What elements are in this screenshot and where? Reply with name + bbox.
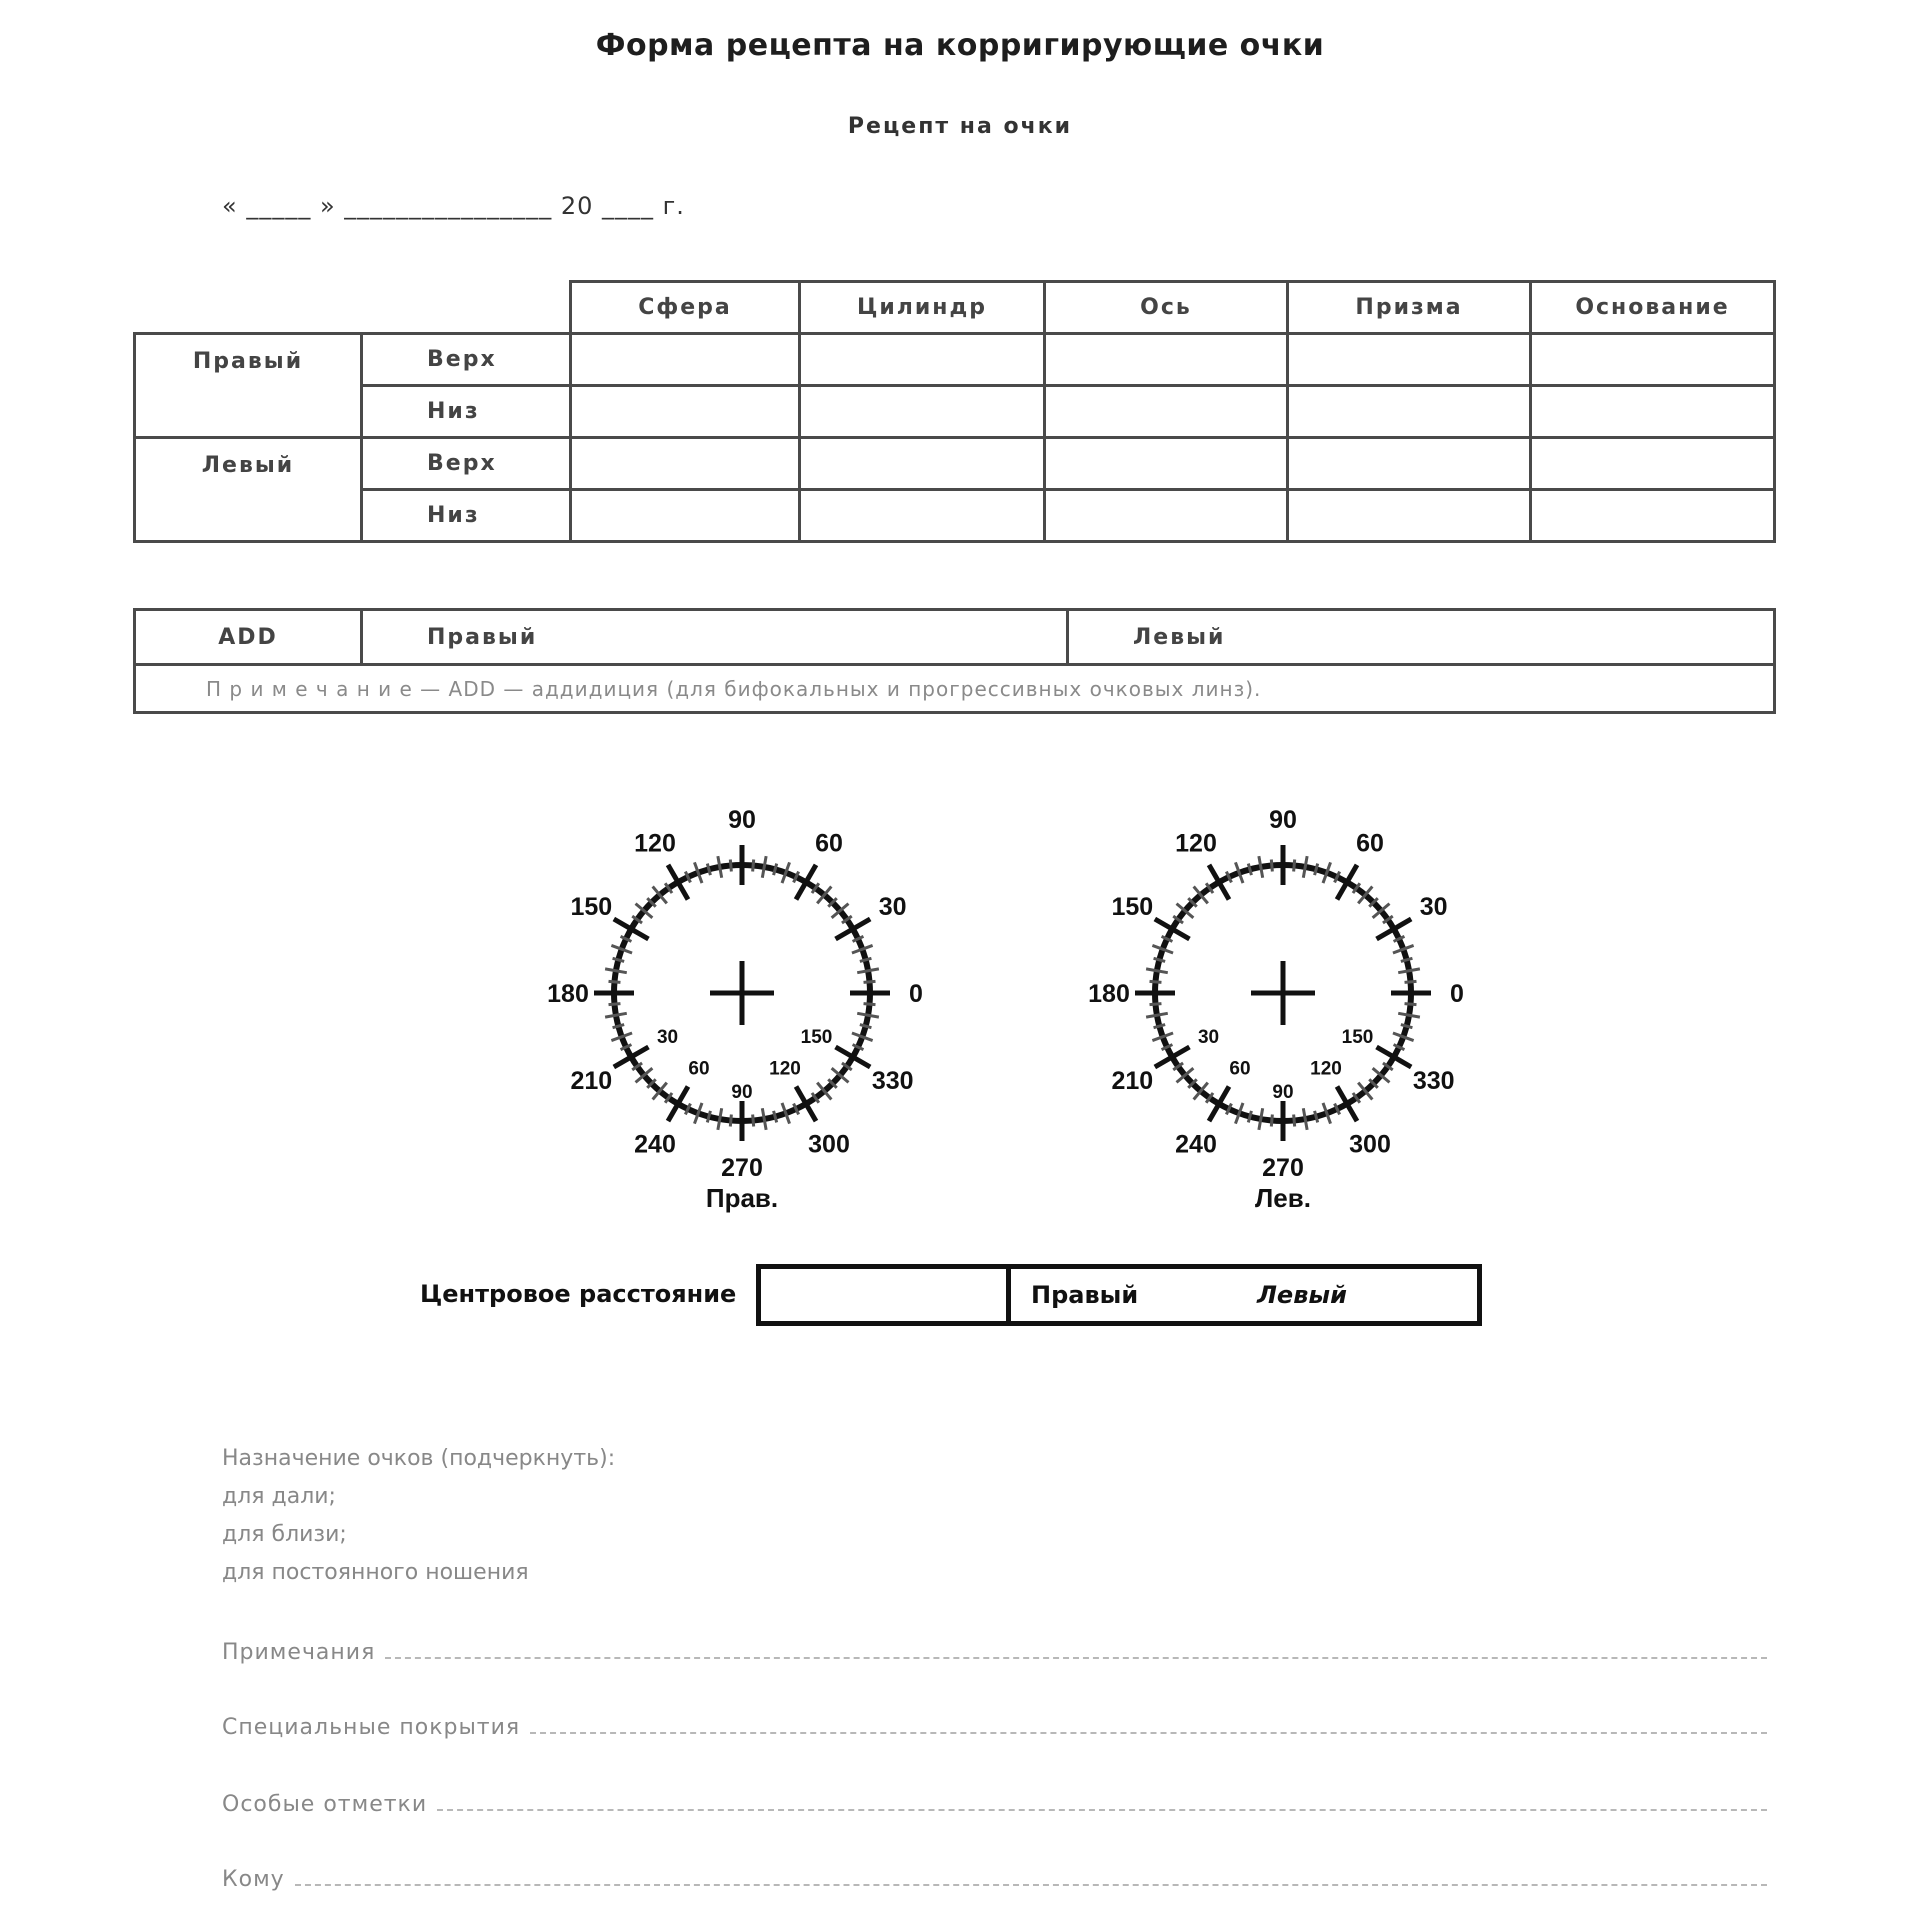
dial-right-label: 240 <box>634 1130 676 1159</box>
dial-left-tick <box>1303 856 1307 878</box>
row-label-bottom: Низ <box>362 386 571 438</box>
dial-left-tick <box>1271 1115 1272 1127</box>
dial-right-label: 180 <box>547 980 589 1008</box>
col-header-base: Основание <box>1531 282 1775 334</box>
row-label-bottom: Низ <box>362 490 571 542</box>
dial-right-inner-label: 90 <box>731 1082 753 1103</box>
dial-left-label: 150 <box>1111 893 1154 921</box>
cell-left-top-axis[interactable] <box>1045 438 1288 490</box>
coatings-label: Специальные покрытия <box>222 1715 521 1740</box>
dial-left-tick <box>1401 1025 1413 1028</box>
dial-left-tick <box>1401 958 1413 961</box>
dial-left-inner-label: 90 <box>1272 1082 1294 1103</box>
cell-left-bottom-base[interactable] <box>1531 490 1775 542</box>
dial-left-tick <box>1209 865 1229 900</box>
dial-right-tick <box>609 981 621 982</box>
dial-right-label: 30 <box>878 893 907 921</box>
dial-left-label: 120 <box>1175 829 1217 858</box>
cell-right-bottom-sphere[interactable] <box>571 386 800 438</box>
dial-right-inner-label: 120 <box>769 1058 801 1080</box>
dial-right-inner-label: 30 <box>656 1027 679 1048</box>
add-right-cell[interactable]: Правый <box>362 610 1068 665</box>
special-marks-label: Особые отметки <box>222 1792 428 1817</box>
dial-right-tick <box>730 860 731 872</box>
dial-right-tick <box>605 969 627 973</box>
dial-right-tick <box>668 865 688 900</box>
dial-right-tick <box>668 1087 688 1122</box>
row-label-top: Верх <box>362 438 571 490</box>
dial-right-tick <box>864 981 876 982</box>
cell-left-top-base[interactable] <box>1531 438 1775 490</box>
dial-left-tick <box>1377 919 1412 939</box>
row-label-right-eye: Правый <box>135 334 362 438</box>
special-marks-field[interactable] <box>222 1777 1767 1817</box>
cell-right-bottom-prism[interactable] <box>1288 386 1531 438</box>
dial-right-tick <box>614 1047 649 1067</box>
cell-left-bottom-prism[interactable] <box>1288 490 1531 542</box>
dial-left-tick <box>1405 1004 1417 1005</box>
dial-left-inner-label: 60 <box>1229 1058 1251 1080</box>
cell-left-bottom-sphere[interactable] <box>571 490 800 542</box>
dial-right-tick <box>718 1108 722 1130</box>
dial-left-caption: Лев. <box>1255 1183 1311 1213</box>
dial-right-tick <box>613 958 625 961</box>
dial-left-label: 300 <box>1349 1130 1391 1159</box>
row-label-left-eye: Левый <box>135 438 362 542</box>
date-line: « _____ » ________________ 20 ____ г. <box>222 192 685 220</box>
dial-right-tick <box>836 919 871 939</box>
purpose-option-far[interactable]: для дали; <box>222 1484 336 1509</box>
dial-left-label: 330 <box>1412 1067 1455 1095</box>
form-subtitle: Рецепт на очки <box>847 114 1073 139</box>
dial-left-tick <box>1405 981 1417 982</box>
dial-right-tick <box>836 1047 871 1067</box>
add-table <box>133 608 1776 714</box>
form-title: Форма рецепта на корригирующие очки <box>595 28 1325 63</box>
dial-right-caption: Прав. <box>705 1183 779 1213</box>
dial-left-label: 30 <box>1419 893 1448 921</box>
dial-right-label: 120 <box>634 829 676 858</box>
purpose-heading: Назначение очков (подчеркнуть): <box>222 1446 616 1471</box>
col-header-cylinder: Цилиндр <box>800 282 1045 334</box>
dial-left-tick <box>1150 981 1162 982</box>
dial-right-inner-label: 150 <box>800 1027 833 1048</box>
col-header-sphere: Сфера <box>571 282 800 334</box>
dial-left-tick <box>1398 1013 1420 1017</box>
special-marks-rule[interactable] <box>437 1809 1767 1811</box>
dial-left-tick <box>1155 1047 1190 1067</box>
dial-left-inner-label: 30 <box>1197 1027 1220 1048</box>
dial-left-tick <box>1209 1087 1229 1122</box>
dial-left-tick <box>1398 969 1420 973</box>
add-left-cell[interactable]: Левый <box>1068 610 1775 665</box>
add-label: ADD <box>135 610 362 665</box>
dial-left-tick <box>1337 1087 1357 1122</box>
dial-right-tick <box>707 864 710 876</box>
dial-left-tick <box>1248 864 1251 876</box>
cell-right-bottom-cylinder[interactable] <box>800 386 1045 438</box>
purpose-option-near[interactable]: для близи; <box>222 1522 347 1547</box>
centering-distance-field[interactable] <box>761 1269 1011 1321</box>
cell-right-top-base[interactable] <box>1531 334 1775 386</box>
cell-left-top-sphere[interactable] <box>571 438 800 490</box>
dial-right-tick <box>860 1025 872 1028</box>
notes-field[interactable] <box>222 1625 1767 1665</box>
dial-right-tick <box>730 1115 731 1127</box>
dial-left-tick <box>1259 1108 1263 1130</box>
dial-right-tick <box>753 860 754 872</box>
centering-distance-box <box>756 1264 1482 1326</box>
dial-left-tick <box>1294 860 1295 872</box>
dial-right-tick <box>857 1013 879 1017</box>
dial-right-tick <box>609 1004 621 1005</box>
dial-right-tick <box>860 958 872 961</box>
dial-right-tick <box>753 1115 754 1127</box>
cell-right-bottom-axis[interactable] <box>1045 386 1288 438</box>
dial-left-tick <box>1248 1111 1251 1123</box>
dial-left-label: 0 <box>1450 980 1464 1008</box>
prescription-table <box>133 280 1776 543</box>
col-header-prism: Призма <box>1288 282 1531 334</box>
dial-left-tick <box>1315 864 1318 876</box>
dial-right-tick <box>864 1004 876 1005</box>
purpose-block <box>222 1440 615 1592</box>
notes-rule[interactable] <box>385 1657 1767 1659</box>
dial-left-label: 270 <box>1262 1154 1304 1182</box>
centering-distance-label: Центровое расстояние <box>420 1280 737 1308</box>
dial-right-label: 300 <box>808 1130 850 1159</box>
dial-left-tick <box>1259 856 1263 878</box>
dial-left-inner-label: 120 <box>1310 1058 1342 1080</box>
cell-left-bottom-axis[interactable] <box>1045 490 1288 542</box>
centering-right-label: Правый <box>1031 1281 1139 1309</box>
dial-right-label: 330 <box>871 1067 914 1095</box>
dial-left-tick <box>1315 1111 1318 1123</box>
dial-left-tick <box>1303 1108 1307 1130</box>
dial-right-label: 90 <box>728 806 756 834</box>
to-whom-label: Кому <box>222 1867 285 1892</box>
to-whom-field[interactable] <box>222 1852 1767 1892</box>
dial-right-tick <box>857 969 879 973</box>
dial-right-tick <box>707 1111 710 1123</box>
cell-left-top-prism[interactable] <box>1288 438 1531 490</box>
dial-right-tick <box>614 919 649 939</box>
dial-right-tick <box>613 1025 625 1028</box>
dial-left-label: 90 <box>1269 806 1297 834</box>
coatings-rule[interactable] <box>530 1732 1767 1734</box>
header-blank <box>135 282 571 334</box>
dial-left-tick <box>1146 1013 1168 1017</box>
purpose-option-constant[interactable]: для постоянного ношения <box>222 1560 529 1585</box>
dial-right-tick <box>774 864 777 876</box>
dial-left-label: 60 <box>1356 829 1384 858</box>
dial-left-label: 210 <box>1111 1067 1154 1095</box>
dial-left-inner-label: 150 <box>1341 1027 1374 1048</box>
col-header-axis: Ось <box>1045 282 1288 334</box>
dial-right-label: 0 <box>909 980 923 1008</box>
dial-right-label: 150 <box>570 893 613 921</box>
dial-left-tick <box>1155 919 1190 939</box>
row-label-top: Верх <box>362 334 571 386</box>
dial-right-tick <box>796 1087 816 1122</box>
dial-right-tick <box>605 1013 627 1017</box>
dial-left-tick <box>1150 1004 1162 1005</box>
dial-right-tick <box>762 1108 766 1130</box>
dial-left-label: 180 <box>1088 980 1130 1008</box>
dial-right-inner-label: 60 <box>688 1058 710 1080</box>
dial-right-tick <box>762 856 766 878</box>
add-note: П р и м е ч а н и е — ADD — аддидиция (для бифокальных и прогрессивных очковых линз). <box>135 665 1775 713</box>
dial-left-tick <box>1337 865 1357 900</box>
cell-right-bottom-base[interactable] <box>1531 386 1775 438</box>
centering-left-label: Левый <box>1257 1281 1347 1309</box>
dial-right-label: 210 <box>570 1067 613 1095</box>
dial-left-tick <box>1294 1115 1295 1127</box>
axis-dial-left[interactable] <box>1088 806 1464 1213</box>
cell-right-top-cylinder[interactable] <box>800 334 1045 386</box>
dial-right-label: 270 <box>721 1154 763 1182</box>
notes-label: Примечания <box>222 1640 376 1665</box>
dial-left-tick <box>1154 1025 1166 1028</box>
axis-dial-right[interactable] <box>547 806 923 1213</box>
coatings-field[interactable] <box>222 1700 1767 1740</box>
dial-left-tick <box>1377 1047 1412 1067</box>
dial-left-label: 240 <box>1175 1130 1217 1159</box>
axis-dials <box>0 790 1920 1260</box>
dial-left-tick <box>1271 860 1272 872</box>
dial-right-tick <box>796 865 816 900</box>
cell-left-bottom-cylinder[interactable] <box>800 490 1045 542</box>
dial-left-tick <box>1154 958 1166 961</box>
cell-right-top-sphere[interactable] <box>571 334 800 386</box>
dial-right-tick <box>718 856 722 878</box>
cell-right-top-axis[interactable] <box>1045 334 1288 386</box>
dial-right-tick <box>774 1111 777 1123</box>
dial-right-label: 60 <box>815 829 843 858</box>
dial-left-tick <box>1146 969 1168 973</box>
cell-left-top-cylinder[interactable] <box>800 438 1045 490</box>
cell-right-top-prism[interactable] <box>1288 334 1531 386</box>
to-whom-rule[interactable] <box>295 1884 1767 1886</box>
